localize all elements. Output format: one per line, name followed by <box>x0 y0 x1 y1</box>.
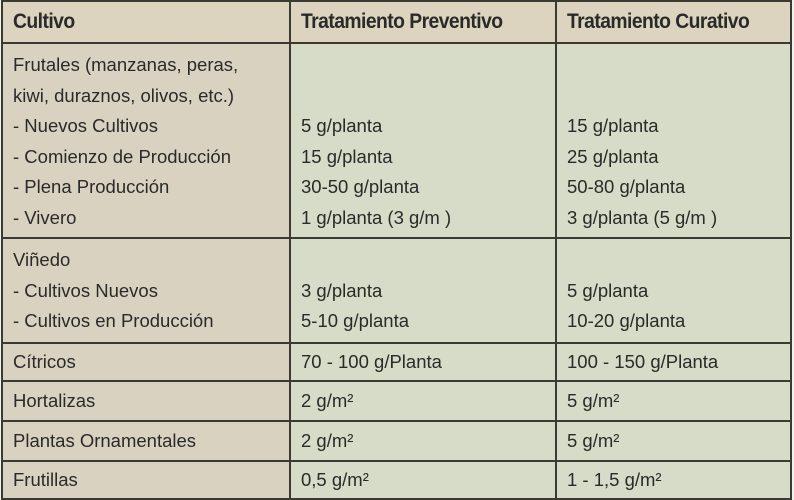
row-citricos <box>2 343 791 381</box>
cell-curativo: 5 g/m² <box>556 421 791 461</box>
cell-cultivo: Hortalizas <box>2 381 290 421</box>
cell-vinedo-curativo <box>556 238 791 343</box>
frutales-curativo-value: 25 g/planta <box>567 145 659 167</box>
cell-preventivo: 2 g/m² <box>290 421 556 461</box>
cell-frutales-cultivo <box>2 43 290 238</box>
row-frutillas <box>2 461 791 499</box>
vinedo-curativo-value: 5 g/planta <box>567 279 649 301</box>
cell-preventivo: 2 g/m² <box>290 381 556 421</box>
vinedo-label: Viñedo <box>13 249 71 270</box>
frutales-curativo-value: 50-80 g/planta <box>567 176 686 197</box>
cell-frutales-curativo <box>556 43 791 238</box>
row-vinedo <box>2 238 791 343</box>
dosage-table-container <box>1 0 790 494</box>
header-cultivo: Cultivo <box>2 1 290 43</box>
cell-preventivo: 70 - 100 g/Planta <box>290 343 556 381</box>
cell-vinedo-preventivo <box>290 238 556 343</box>
frutales-item-name: - Nuevos Cultivos <box>13 115 158 136</box>
frutales-curativo-value: 15 g/planta <box>567 115 659 136</box>
cell-curativo: 5 g/m² <box>556 381 791 421</box>
cell-cultivo: Frutillas <box>2 461 290 499</box>
header-curativo: Tratamiento Curativo <box>556 1 791 43</box>
header-preventivo: Tratamiento Preventivo <box>290 1 556 43</box>
frutales-preventivo-value: 15 g/planta <box>301 145 393 167</box>
cell-frutales-preventivo <box>290 43 556 238</box>
vinedo-item-name: - Cultivos Nuevos <box>13 279 158 301</box>
frutales-curativo-value: 3 g/planta (5 g/m ) <box>567 206 718 228</box>
frutales-label-line1: Frutales (manzanas, peras, <box>13 54 239 75</box>
frutales-preventivo-value: 5 g/planta <box>301 115 383 136</box>
header-row <box>2 1 791 43</box>
frutales-item-name: - Vivero <box>13 206 77 228</box>
frutales-item-name: - Comienzo de Producción <box>13 145 231 167</box>
frutales-preventivo-value: 1 g/planta (3 g/m ) <box>301 206 452 228</box>
dosage-table <box>1 0 792 500</box>
vinedo-curativo-value: 10-20 g/planta <box>567 310 686 331</box>
vinedo-preventivo-value: 5-10 g/planta <box>301 310 410 331</box>
frutales-label-line2: kiwi, duraznos, olivos, etc.) <box>13 84 235 106</box>
vinedo-item-name: - Cultivos en Producción <box>13 310 214 331</box>
row-hortalizas <box>2 381 791 421</box>
vinedo-preventivo-value: 3 g/planta <box>301 279 383 301</box>
cell-cultivo: Plantas Ornamentales <box>2 421 290 461</box>
frutales-preventivo-value: 30-50 g/planta <box>301 176 420 197</box>
cell-preventivo: 0,5 g/m² <box>290 461 556 499</box>
cell-curativo: 100 - 150 g/Planta <box>556 343 791 381</box>
row-ornamentales <box>2 421 791 461</box>
frutales-item-name: - Plena Producción <box>13 176 170 197</box>
row-frutales <box>2 43 791 238</box>
cell-cultivo: Cítricos <box>2 343 290 381</box>
cell-vinedo-cultivo <box>2 238 290 343</box>
cell-curativo: 1 - 1,5 g/m² <box>556 461 791 499</box>
